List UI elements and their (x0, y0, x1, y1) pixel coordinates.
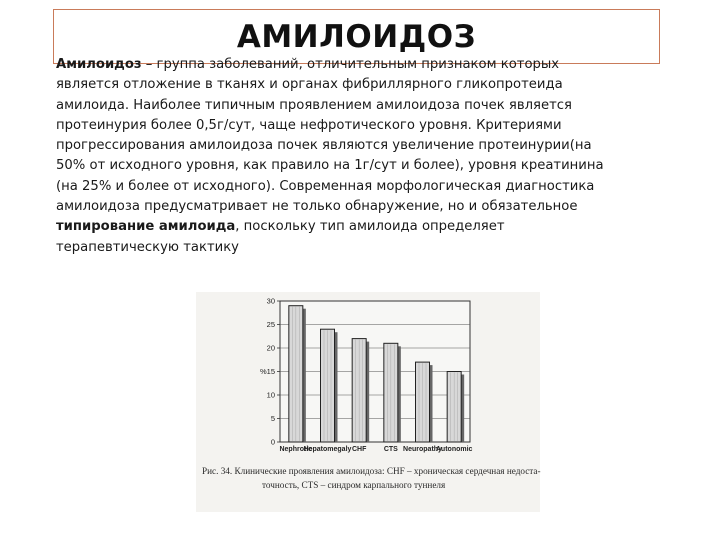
y-tick-label: %15 (259, 367, 275, 376)
slide-title: АМИЛОИДОЗ (236, 18, 477, 55)
x-category-label: CHF (351, 446, 367, 453)
paragraph-emphasis: типирование амилоида (56, 219, 236, 235)
x-category-label: Nephrotic (279, 446, 313, 453)
x-category-label: CTS (383, 446, 398, 453)
caption-line-2: точность, CTS – синдром карпального туннеля (262, 479, 446, 490)
paragraph-outro: , поскольку тип амилоида определяет терапевтическую тактику (56, 219, 505, 255)
y-tick-label: 5 (270, 414, 275, 423)
caption-line-1: Рис. 34. Клинические проявления амилоидоза: CHF – хроническая сердечная недоста- (202, 466, 541, 476)
body-paragraph (56, 55, 686, 258)
x-category-label: Neuropathy (403, 446, 442, 453)
y-tick-label: 0 (270, 437, 275, 447)
figure-caption (202, 465, 541, 492)
x-category-label: Hepatomegaly (303, 446, 352, 453)
paragraph-intro: – группа заболеваний, отличительным признаком которых является отложение в тканях и органах фибриллярного гликопротеида амилоида. Наиболее типичным проявлением амилоидоза почек является протеинурия более 0,5г/сут, чаще нефротического уровня. Критериями прогрессирования амилоидоза почек являются увеличение протеинурии(на 50% от исходного уровня, как правило на 1г/сут и более), уровня креатинина (на 25% и более от исходного). Современная морфологическая диагностика амилоидоза предусматривает не только обнаружение, но и обязательное (56, 57, 604, 215)
paragraph-term: Амилоидоз (56, 57, 142, 72)
y-tick-label: 25 (266, 320, 275, 329)
x-category-label: Autonomic (435, 446, 473, 453)
y-tick-label: 30 (266, 296, 275, 306)
y-tick-label: 20 (266, 343, 275, 353)
y-tick-label: 10 (266, 390, 275, 400)
